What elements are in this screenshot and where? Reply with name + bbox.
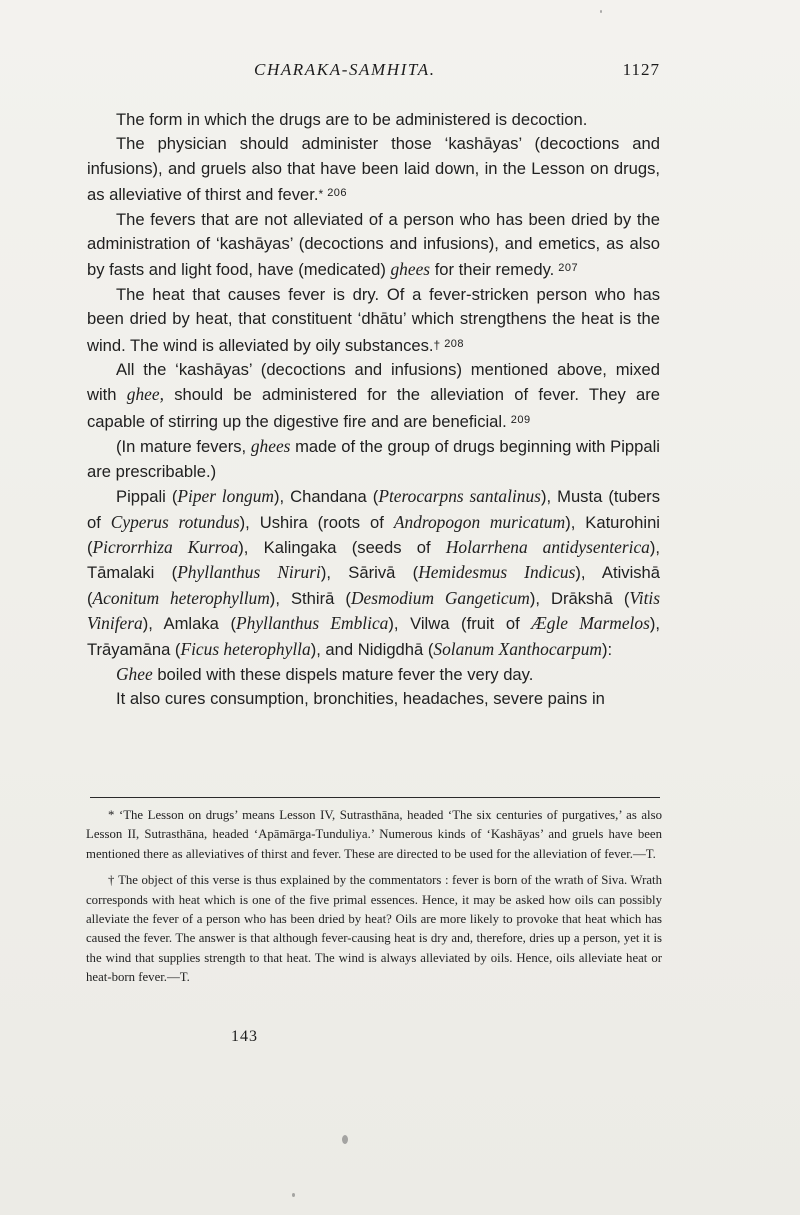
italic-term: Vitis Vinifera — [87, 587, 661, 634]
footnote-marker: † — [433, 337, 441, 352]
paragraph — [87, 358, 660, 434]
footnote-dagger: † The object of this verse is thus explained by the commentators : fever is born of the wrath of Siva. Wrath corresponds with heat which is one of the five primal essences. Hence, it may be asked how oils can possibly alleviate the fever of a person who has been dried by heat? Oils are more likely to provoke that heat which has caused the fever. The answer is that although fever-causing heat is dry and, therefore, dries up a person, yet it is the wind that supplies strength to that heat. The wind is always alleviated by oils. Hence, oils alleviate heat or heat-born fever.—T. — [86, 873, 662, 985]
text-run: The physician should administer those ‘kashāyas’ (decoctions and infusions), and gruels also that have been laid down, in the Lesson on drugs, as alleviative of thirst and fever. — [87, 134, 660, 205]
italic-term: Pterocarpns santalinus — [378, 486, 541, 507]
text-run: ), Musta (tubers of — [87, 487, 661, 532]
text-run: ), Katurohini ( — [87, 512, 660, 557]
paragraph — [87, 687, 660, 711]
verse-number: 207 — [558, 262, 579, 275]
italic-term: ghees — [390, 259, 431, 280]
italic-term: Hemidesmus Indicus — [418, 562, 576, 583]
paragraph — [87, 484, 660, 662]
text-run: It also cures consumption, bronchities, headaches, severe pains in — [116, 689, 605, 709]
italic-term: Ghee — [116, 663, 153, 684]
text-run: The fevers that are not alleviated of a person who has been dried by the administration of ‘kashāyas’ (decoctions and infusions), and emetics, as also by fasts and light food, have (medicated) — [87, 209, 660, 280]
italic-term: ghee, — [126, 384, 164, 405]
footnote-asterisk: * ‘The Lesson on drugs’ means Lesson IV, Sutrasthāna, headed ‘The six centuries of purgatives,’ as also Lesson II, Sutrasthāna, headed ‘Apāmārga-Tunduliya.’ Numerous kinds of ‘Kashāyas’ and gruels have been mentioned there as alleviatives of thirst and fever. These are directed to be used for the alleviation of fever.—T. — [86, 808, 662, 861]
text-run: (In mature fevers, — [116, 437, 251, 457]
text-run: The form in which the drugs are to be administered is decoction. — [116, 110, 588, 129]
text-run: ), Chandana ( — [273, 487, 379, 507]
footnote-marker: * — [318, 187, 324, 202]
paragraph — [87, 108, 660, 132]
italic-term: Ficus heterophylla — [180, 638, 311, 659]
text-run: ), Tāmalaki ( — [87, 537, 661, 583]
text-run: ), Kalingaka (seeds of — [238, 537, 446, 557]
italic-term: Aconitum heterophyllum — [92, 587, 270, 608]
text-run: ), Drākshā ( — [529, 588, 630, 608]
text-run: ), Sthirā ( — [269, 588, 351, 608]
italic-term: Phyllanthus Emblica — [236, 613, 389, 634]
print-speck — [342, 1135, 348, 1144]
main-text — [87, 108, 660, 712]
text-run: ), Sārivā ( — [320, 563, 419, 583]
italic-term: Solanum Xanthocarpum — [433, 638, 602, 659]
italic-term: Holarrhena antidysenterica — [445, 536, 650, 557]
paragraph — [87, 434, 660, 484]
running-title: CHARAKA-SAMHITA. — [254, 60, 436, 79]
paragraph — [87, 662, 660, 687]
italic-term: Ægle Marmelos — [531, 613, 650, 634]
text-run: ): — [601, 639, 613, 659]
paragraph — [87, 208, 660, 283]
paragraph — [87, 132, 660, 207]
text-run: All the ‘kashāyas’ (decoctions and infusions) mentioned above, mixed with — [87, 360, 660, 405]
running-head — [88, 60, 660, 84]
text-run: ), Ativishā ( — [87, 563, 661, 608]
verse-number: 206 — [327, 187, 348, 200]
text-run: should be administered for the alleviation of fever. They are capable of stirring up the digestive fire and are beneficial. — [87, 385, 661, 431]
text-run: for their remedy. — [430, 260, 555, 280]
signature-mark: 143 — [231, 1028, 258, 1045]
text-run: Pippali ( — [116, 487, 178, 507]
text-run: ), Ushira (roots of — [239, 512, 394, 532]
italic-term: Phyllanthus Niruri — [177, 562, 321, 583]
verse-number: 208 — [444, 337, 465, 350]
italic-term: Andropogon muricatum — [393, 511, 566, 532]
verse-number: 209 — [510, 413, 531, 426]
text-run: ), and Nidigdhā ( — [310, 639, 434, 659]
text-run: boiled with these dispels mature fever the very day. — [152, 664, 534, 684]
footnotes — [86, 806, 662, 995]
italic-term: Picrorrhiza Kurroa — [92, 536, 239, 557]
text-run: made of the group of drugs beginning with Pippali are prescribable.) — [87, 437, 660, 481]
italic-term: Desmodium Gangeticum — [350, 587, 530, 608]
italic-term: Cyperus rotundus — [110, 511, 240, 532]
text-run: ), Trāyamāna ( — [87, 614, 660, 659]
page-number: 1127 — [622, 60, 660, 79]
print-speck — [600, 10, 602, 13]
paragraph — [87, 283, 660, 358]
text-run: ), Amlaka ( — [142, 614, 236, 634]
italic-term: Piper longum — [177, 486, 274, 507]
print-speck — [292, 1193, 295, 1197]
italic-term: ghees — [250, 436, 291, 457]
text-run: ), Vilwa (fruit of — [388, 614, 532, 634]
footnote-rule — [90, 797, 660, 798]
text-run: The heat that causes fever is dry. Of a fever-stricken person who has been dried by heat, that constituent ‘dhātu’ which strengthens the heat is the wind. The wind is alleviated by oily substances. — [87, 284, 660, 355]
